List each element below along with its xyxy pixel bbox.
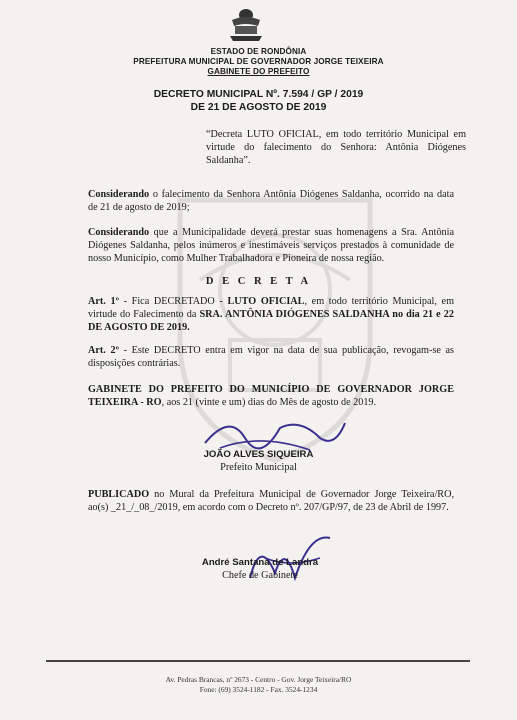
chief-signature-block — [160, 556, 360, 582]
publicado-paragraph — [88, 489, 454, 515]
article-text: - Fica DECRETADO - — [118, 296, 228, 307]
article-bold-text: SRA. ANTÔNIA DIÓGENES SALDANHA no dia 21 e 22 DE AGOSTO DE 2019. — [88, 308, 454, 333]
footer-address: Av. Pedras Brancas, nº 2673 - Centro - Gov. Jorge Teixeira/RO — [165, 675, 352, 684]
header-state: ESTADO DE RONDÔNIA — [210, 47, 307, 56]
footer-phone: Fone: (69) 3524-1182 - Fax. 3524-1234 — [199, 685, 318, 694]
considerando-paragraph-2 — [88, 227, 454, 265]
chief-role: Chefe de Gabinete — [222, 570, 298, 581]
decree-date: DE 21 DE AGOSTO DE 2019 — [190, 102, 327, 113]
decree-ementa: “Decreta LUTO OFICIAL, em todo território Municipal em virtude do falecimento do Senhora: Antônia Diógenes Saldanha”. — [206, 129, 466, 166]
gabinete-paragraph — [88, 384, 454, 410]
article-text: - Este DECRETO entra em vigor na data de sua publicação, revogam-se as disposições contrárias. — [88, 345, 454, 369]
article-label: Art. 2º — [88, 345, 119, 356]
considerando-text: que a Municipalidade deverá prestar suas homenagens a Sra. Antônia Diógenes Saldanha, pelos inúmeros e inestimáveis serviços prestados à comunidade de nosso Município, como Mulher Trabalhadora e Pioneira de nossa região. — [88, 227, 454, 264]
footer-divider — [46, 660, 470, 662]
considerando-paragraph-1 — [88, 189, 454, 215]
considerando-label: Considerando — [88, 189, 150, 200]
mayor-signature-block — [0, 448, 517, 474]
article-1 — [88, 296, 454, 334]
decree-number: DECRETO MUNICIPAL Nº. 7.594 / GP / 2019 — [153, 89, 364, 100]
considerando-text: o falecimento da Senhora Antônia Diógenes Saldanha, ocorrido na data de 21 de agosto de 2019; — [88, 189, 454, 213]
decreta-heading: D E C R E T A — [205, 276, 312, 287]
publicado-label: PUBLICADO — [88, 489, 150, 500]
mayor-name: JOÃO ALVES SIQUEIRA — [203, 449, 314, 460]
gabinete-label: GABINETE DO PREFEITO DO MUNICÍPIO DE GOVERNADOR JORGE TEIXEIRA - RO — [88, 384, 454, 408]
header-office: GABINETE DO PREFEITO — [207, 67, 310, 76]
considerando-label: Considerando — [88, 227, 150, 238]
gabinete-text: , aos 21 (vinte e um) dias do Mês de agosto de 2019. — [161, 396, 377, 408]
article-2 — [88, 345, 454, 371]
article-label: Art. 1º — [88, 296, 119, 307]
article-text: , em todo território Municipal, em virtude do Falecimento da — [88, 296, 455, 320]
coat-of-arms-icon — [226, 4, 266, 44]
mayor-role: Prefeito Municipal — [220, 462, 297, 473]
chief-name: André Santana de Landra — [201, 557, 319, 568]
publicado-text: no Mural da Prefeitura Municipal de Governador Jorge Teixeira/RO, ao(s) _21_/_08_/2019, em acordo com o Decreto nº. 207/GP/97, de 23 de Abril de 1997. — [88, 489, 454, 513]
article-bold-text: LUTO OFICIAL — [227, 296, 305, 307]
header-prefecture: PREFEITURA MUNICIPAL DE GOVERNADOR JORGE TEIXEIRA — [133, 57, 384, 66]
